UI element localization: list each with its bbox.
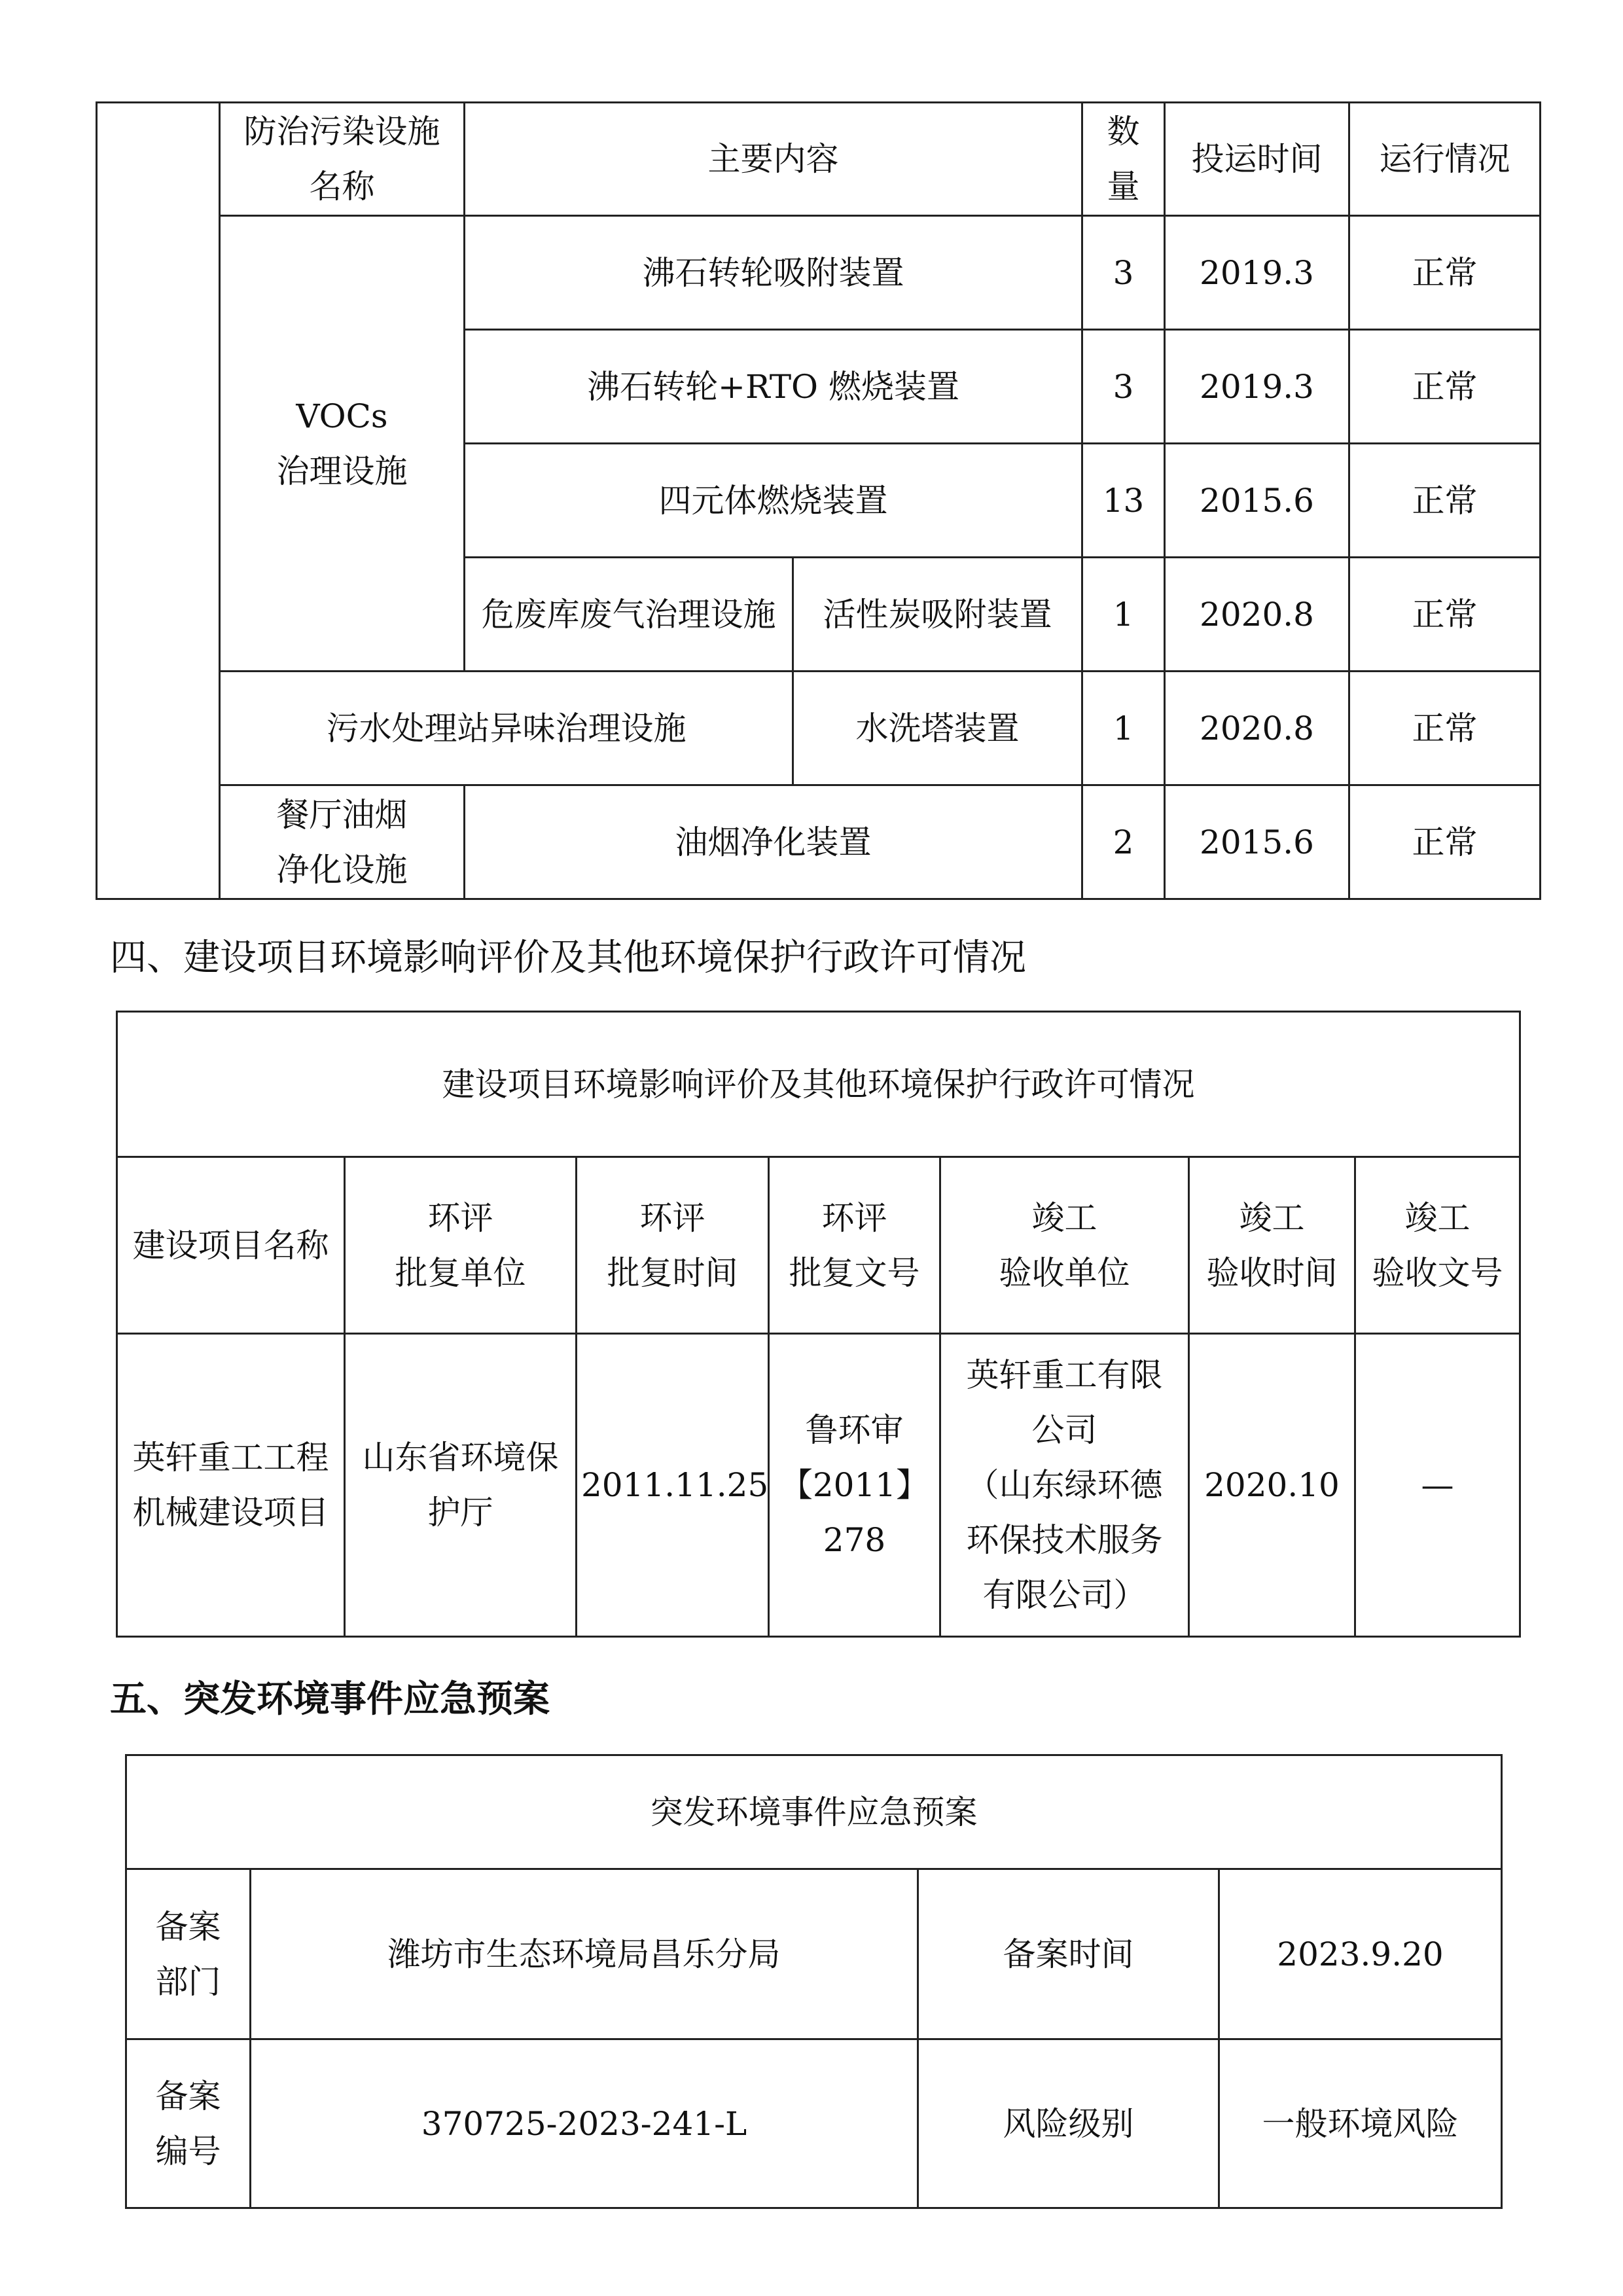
pollution-facilities-table	[96, 101, 1541, 900]
main-content-header: 主要内容	[465, 103, 1082, 216]
column-header: 建设项目名称	[117, 1157, 345, 1334]
table-title: 建设项目环境影响评价及其他环境保护行政许可情况	[117, 1012, 1520, 1157]
project-name-cell: 英轩重工工程 机械建设项目	[117, 1334, 345, 1637]
status-cell: 正常	[1349, 444, 1541, 558]
quantity-cell: 13	[1082, 444, 1165, 558]
number-label: 备案 编号	[126, 2039, 251, 2208]
quantity-cell: 2	[1082, 785, 1165, 899]
status-cell: 正常	[1349, 672, 1541, 785]
risk-value: 一般环境风险	[1219, 2039, 1502, 2208]
facility-name-cell: 餐厅油烟 净化设施	[220, 785, 465, 899]
approval-unit-cell: 山东省环境保 护厅	[345, 1334, 577, 1637]
column-header: 环评 批复时间	[577, 1157, 769, 1334]
column-header: 环评 批复单位	[345, 1157, 577, 1334]
time-cell: 2019.3	[1165, 330, 1349, 444]
column-header: 竣工 验收单位	[940, 1157, 1189, 1334]
time-cell: 2019.3	[1165, 216, 1349, 330]
table-title-row	[126, 1755, 1502, 1869]
status-cell: 正常	[1349, 216, 1541, 330]
dept-value: 潍坊市生态环境局昌乐分局	[251, 1869, 918, 2039]
acceptance-number-cell: —	[1355, 1334, 1520, 1637]
dept-label: 备案 部门	[126, 1869, 251, 2039]
table-row	[126, 2039, 1502, 2208]
table-row	[97, 785, 1541, 899]
risk-label: 风险级别	[918, 2039, 1219, 2208]
time-cell: 2020.8	[1165, 672, 1349, 785]
table-row	[117, 1334, 1520, 1637]
table-title-row	[117, 1012, 1520, 1157]
facility-name-cell: 污水处理站异味治理设施	[220, 672, 793, 785]
approval-time-cell: 2011.11.25	[577, 1334, 769, 1637]
blank-left-cell	[97, 103, 220, 899]
content-cell: 活性炭吸附装置	[793, 558, 1082, 672]
time-label: 备案时间	[918, 1869, 1219, 2039]
status-cell: 正常	[1349, 785, 1541, 899]
acceptance-time-cell: 2020.10	[1189, 1334, 1355, 1637]
section-4-heading: 四、建设项目环境影响评价及其他环境保护行政许可情况	[110, 937, 1026, 979]
column-header: 竣工 验收文号	[1355, 1157, 1520, 1334]
voc-group-cell: VOCs 治理设施	[220, 216, 465, 672]
table-header-row	[117, 1157, 1520, 1334]
content-cell: 沸石转轮+RTO 燃烧装置	[465, 330, 1082, 444]
column-header: 环评 批复文号	[769, 1157, 940, 1334]
time-cell: 2020.8	[1165, 558, 1349, 672]
acceptance-unit-cell: 英轩重工有限 公司 （山东绿环德 环保技术服务 有限公司）	[940, 1334, 1189, 1637]
column-header: 竣工 验收时间	[1189, 1157, 1355, 1334]
approval-number-cell: 鲁环审 【2011】 278	[769, 1334, 940, 1637]
start-time-header: 投运时间	[1165, 103, 1349, 216]
status-cell: 正常	[1349, 330, 1541, 444]
quantity-cell: 3	[1082, 216, 1165, 330]
eia-permit-table	[116, 1011, 1521, 1638]
sub-facility-cell: 危废库废气治理设施	[465, 558, 793, 672]
quantity-cell: 1	[1082, 558, 1165, 672]
number-value: 370725-2023-241-L	[251, 2039, 918, 2208]
time-value: 2023.9.20	[1219, 1869, 1502, 2039]
content-cell: 沸石转轮吸附装置	[465, 216, 1082, 330]
table-title: 突发环境事件应急预案	[126, 1755, 1502, 1869]
time-cell: 2015.6	[1165, 444, 1349, 558]
quantity-cell: 3	[1082, 330, 1165, 444]
status-cell: 正常	[1349, 558, 1541, 672]
content-cell: 油烟净化装置	[465, 785, 1082, 899]
quantity-cell: 1	[1082, 672, 1165, 785]
quantity-header: 数 量	[1082, 103, 1165, 216]
status-header: 运行情况	[1349, 103, 1541, 216]
emergency-plan-table	[125, 1754, 1503, 2209]
time-cell: 2015.6	[1165, 785, 1349, 899]
table-row	[97, 216, 1541, 330]
facility-name-header: 防治污染设施 名称	[220, 103, 465, 216]
table-row	[126, 1869, 1502, 2039]
content-cell: 水洗塔装置	[793, 672, 1082, 785]
table-header-row	[97, 103, 1541, 216]
section-5-heading: 五、突发环境事件应急预案	[110, 1677, 550, 1721]
content-cell: 四元体燃烧装置	[465, 444, 1082, 558]
table-row	[97, 672, 1541, 785]
